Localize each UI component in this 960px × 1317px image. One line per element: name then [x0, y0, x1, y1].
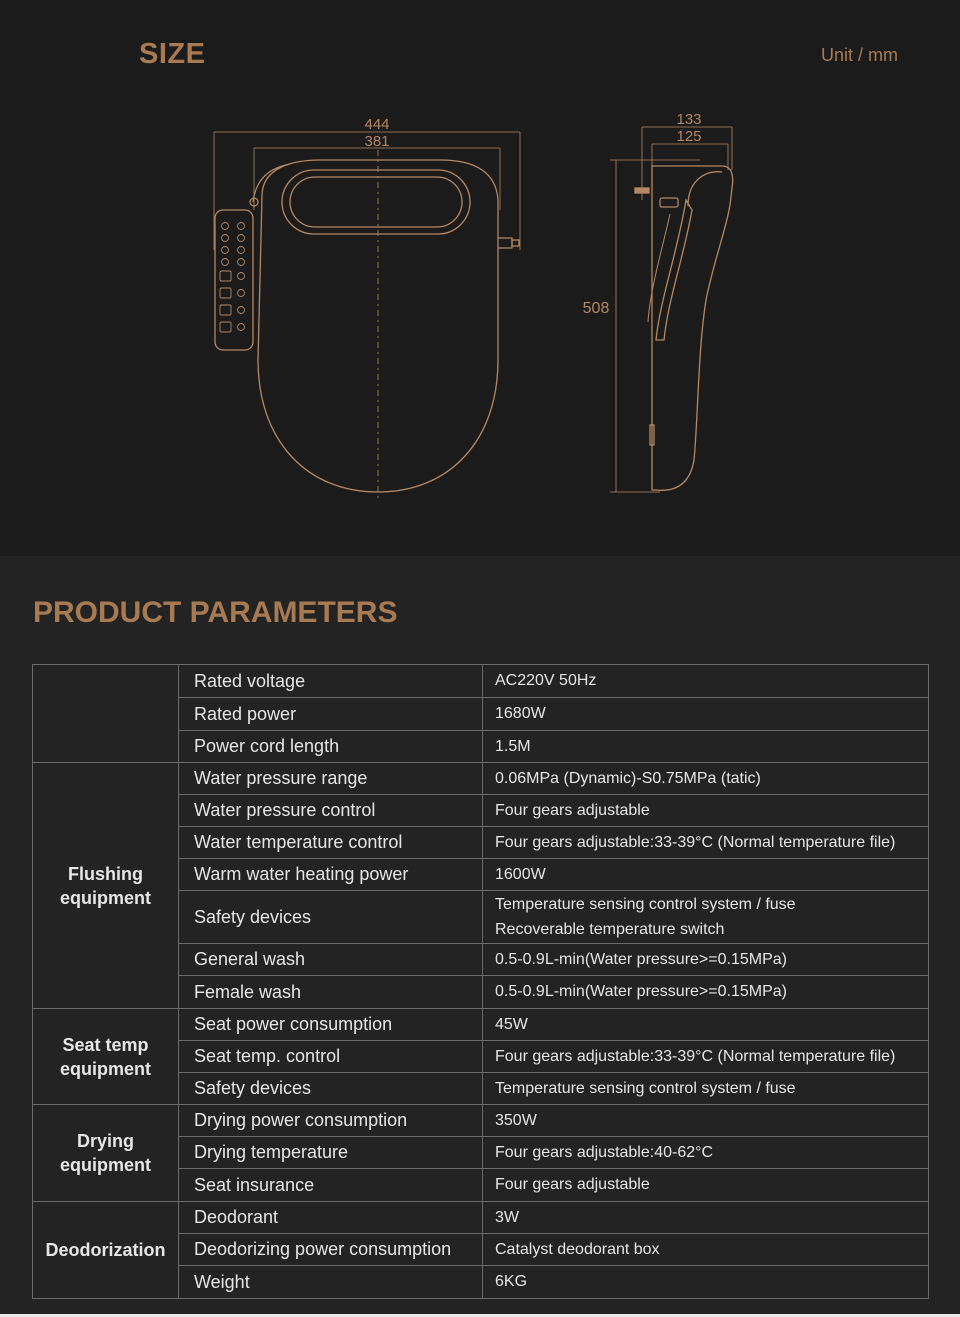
param-name: Seat insurance	[179, 1169, 483, 1202]
param-value: Four gears adjustable:33-39°C (Normal temperature file)	[483, 827, 929, 859]
side-lid-edge	[656, 200, 692, 340]
table-row	[33, 1009, 929, 1041]
size-title: SIZE	[139, 38, 206, 70]
param-value: 350W	[483, 1105, 929, 1137]
param-value-multiline	[483, 891, 929, 944]
param-value: Four gears adjustable:40-62°C	[483, 1137, 929, 1169]
param-value: 0.5-0.9L-min(Water pressure>=0.15MPa)	[483, 944, 929, 976]
param-value: 6KG	[483, 1266, 929, 1299]
remote-buttons	[220, 223, 245, 333]
params-section	[0, 556, 960, 1317]
category-cell: Drying equipment	[33, 1105, 179, 1202]
param-value: Four gears adjustable	[483, 795, 929, 827]
water-connector	[498, 238, 512, 248]
side-lid-curve	[688, 172, 722, 206]
dim-label-508: 508	[582, 300, 610, 317]
param-value: 1.5M	[483, 731, 929, 763]
param-name: Rated voltage	[179, 665, 483, 698]
category-cell: Flushing equipment	[33, 763, 179, 1009]
category-cell: Deodorization	[33, 1202, 179, 1299]
param-value: 0.06MPa (Dynamic)-S0.75MPa (tatic)	[483, 763, 929, 795]
param-name: Water temperature control	[179, 827, 483, 859]
param-name: Water pressure control	[179, 795, 483, 827]
param-name: Safety devices	[179, 1073, 483, 1105]
side-lid-inner	[648, 214, 670, 322]
params-table	[32, 664, 929, 1299]
seat-hinge-left	[253, 164, 290, 202]
category-cell: Seat temp equipment	[33, 1009, 179, 1105]
dim-label-381: 381	[364, 133, 390, 150]
param-value-line: Temperature sensing control system / fuse	[495, 896, 796, 913]
param-value: Four gears adjustable	[483, 1169, 929, 1202]
side-valve	[660, 198, 678, 207]
water-connector-tip	[512, 240, 519, 246]
param-name: Weight	[179, 1266, 483, 1299]
lid-handle-outer	[282, 170, 470, 234]
table-row	[33, 1202, 929, 1234]
param-name: Seat power consumption	[179, 1009, 483, 1041]
param-name: Warm water heating power	[179, 859, 483, 891]
front-view	[214, 132, 520, 500]
param-name: Rated power	[179, 698, 483, 731]
param-value: AC220V 50Hz	[483, 665, 929, 698]
size-section	[0, 0, 960, 556]
table-row	[33, 1105, 929, 1137]
param-value: Temperature sensing control system / fuse	[483, 1073, 929, 1105]
dimension-drawing	[0, 0, 960, 556]
param-value: 45W	[483, 1009, 929, 1041]
param-name: Deodorant	[179, 1202, 483, 1234]
category-cell	[33, 665, 179, 763]
params-title: PRODUCT PARAMETERS	[33, 596, 398, 629]
param-name: Female wash	[179, 976, 483, 1009]
table-row	[33, 763, 929, 795]
param-name: Seat temp. control	[179, 1041, 483, 1073]
dim-label-444: 444	[364, 116, 390, 133]
param-name: Drying power consumption	[179, 1105, 483, 1137]
side-connector	[635, 188, 649, 193]
param-value: Four gears adjustable:33-39°C (Normal temperature file)	[483, 1041, 929, 1073]
param-value: Catalyst deodorant box	[483, 1234, 929, 1266]
side-profile	[652, 166, 733, 490]
param-name: Power cord length	[179, 731, 483, 763]
remote-control	[215, 210, 253, 350]
param-name: Water pressure range	[179, 763, 483, 795]
param-value: 3W	[483, 1202, 929, 1234]
param-name: General wash	[179, 944, 483, 976]
param-value-line: Recoverable temperature switch	[495, 921, 725, 938]
param-name: Safety devices	[179, 891, 483, 944]
unit-label: Unit / mm	[820, 45, 898, 65]
table-row	[33, 665, 929, 698]
param-value: 1600W	[483, 859, 929, 891]
side-view	[610, 127, 733, 492]
param-value: 0.5-0.9L-min(Water pressure>=0.15MPa)	[483, 976, 929, 1009]
lid-handle-inner	[290, 177, 462, 227]
param-name: Drying temperature	[179, 1137, 483, 1169]
param-name: Deodorizing power consumption	[179, 1234, 483, 1266]
param-value: 1680W	[483, 698, 929, 731]
dim-label-133: 133	[676, 111, 702, 128]
dimension-labels	[364, 111, 701, 317]
dim-label-125: 125	[676, 128, 702, 145]
